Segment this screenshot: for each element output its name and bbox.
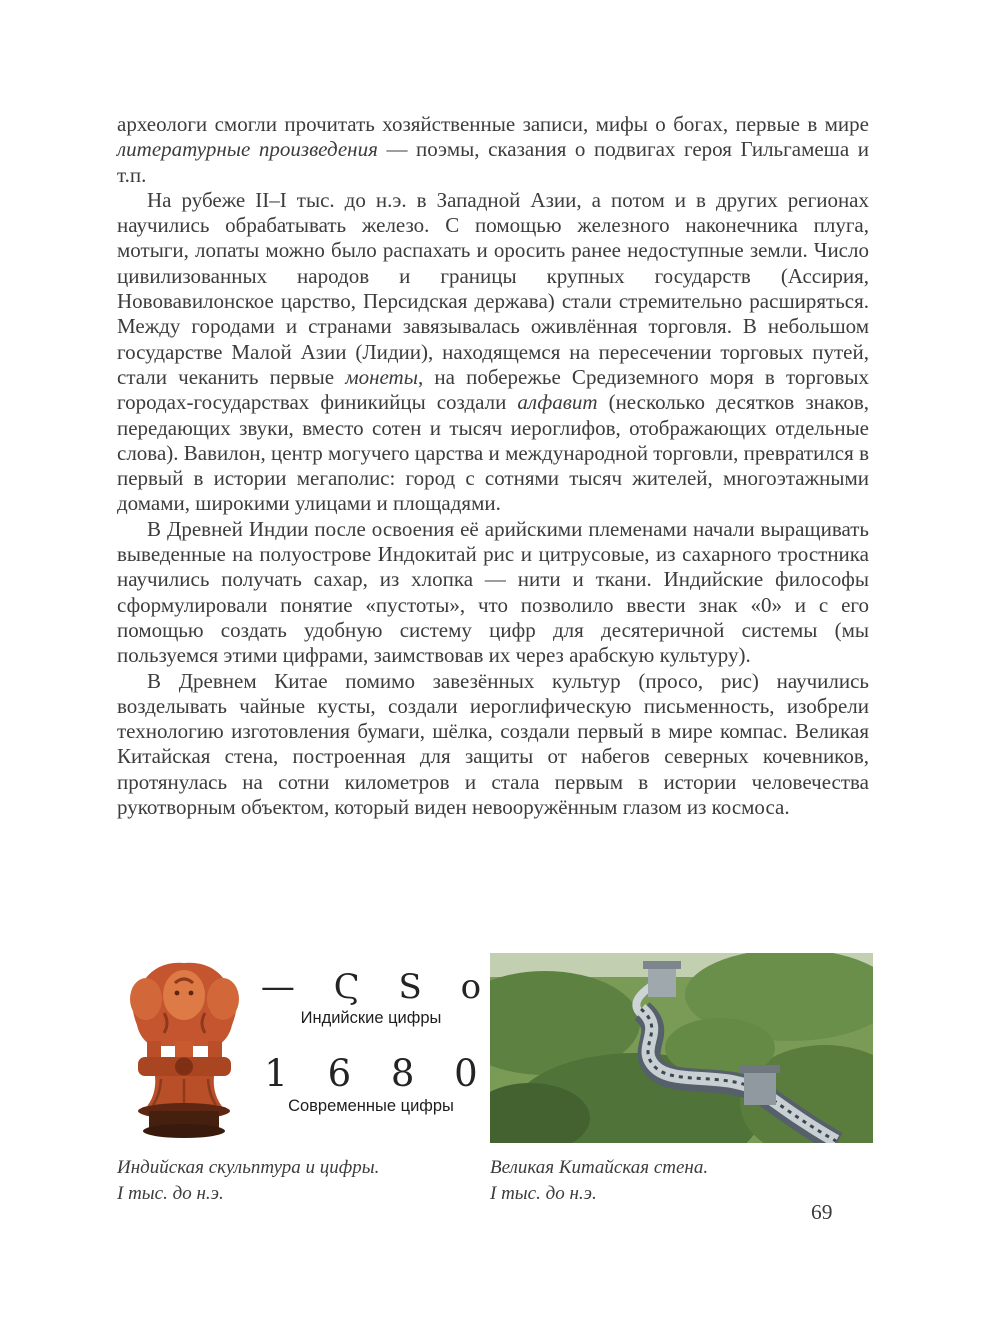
paragraph [117, 669, 869, 821]
emphasized-term: алфавит [517, 390, 598, 415]
captions-row [117, 1155, 873, 1207]
emphasized-term: литературные произведения [117, 137, 378, 162]
figure-indian-numerals [117, 953, 490, 1143]
text-run: (несколько десятков знаков, передающих звуки, вместо сотен и тысяч иероглифов, отображающих отдельные слова). Вавилон, центр могучего царства и международной торговли, превратился в первый в истории мегаполис: город с сотнями тысяч жителей, многоэтажными домами, широкими улицами и площадями. [117, 390, 870, 516]
text-run: , на побережье Средиземного моря в торговых городах-государствах финикийцы создали [117, 364, 870, 415]
text-run: На рубеже II–I тыс. до н.э. в Западной Азии, а потом и в других регионах научились обрабатывать железо. С помощью железного наконечника плуга, мотыги, лопаты можно было распахать и оросить ранее недоступные земли. Число цивилизованных народов и границы крупных государств (Ассирия, Нововавилонское царство, Персидская держава) стали стремительно расширяться. Между городами и странами завязывалась оживлённая торговля. В небольшом государстве Малой Азии (Лидии), находящемся на пересечении торговых путей, стали чеканить первые [117, 187, 869, 389]
paragraph [117, 517, 869, 669]
emphasized-term: монеты [345, 364, 418, 389]
ashoka-lion-capital-image [117, 953, 252, 1143]
text-run: — поэмы, сказания о подвигах героя Гильгамеша и т.п. [117, 137, 869, 187]
caption-left-line2: I тыс. до н.э. [117, 1183, 224, 1204]
page-number: 69 [811, 1200, 833, 1224]
text-run: В Древнем Китае помимо завезённых культур (просо, рис) научились возделывать чайные кусты, создали иероглифическую письменность, изобрели технологию изготовления бумаги, шёлка, создали первый в мире компас. Великая Китайская стена, построенная для защиты от набегов северных кочевников, протянулась на сотни километров и стала первым в истории человечества рукотворным объектом, который виден невооружённым глазом из космоса. [117, 668, 869, 820]
indian-digits-label: Индийские цифры [300, 1009, 442, 1027]
indian-digits: — Ϛ S o [260, 967, 482, 1007]
body-text [117, 112, 869, 820]
caption-right-line1: Великая Китайская стена. [490, 1157, 709, 1178]
modern-digits-label: Современные цифры [288, 1097, 454, 1115]
caption-left-line1: Индийская скульптура и цифры. [117, 1157, 380, 1178]
figure-great-wall-photo [490, 953, 873, 1143]
caption-right-line2: I тыс. до н.э. [490, 1183, 597, 1204]
caption-indian-sculpture [117, 1155, 490, 1207]
numerals-panel [252, 953, 490, 1116]
text-run: археологи смогли прочитать хозяйственные записи, мифы о богах, первые в мире [117, 112, 869, 136]
paragraph [117, 188, 869, 517]
figures-row [117, 953, 873, 1143]
modern-digits: 1 6 8 0 [264, 1052, 478, 1095]
paragraph [117, 112, 869, 188]
text-run: В Древней Индии после освоения её арийскими племенами начали выращивать выведенные на полуострове Индокитай рис и цитрусовые, из сахарного тростника научились получать сахар, из хлопка — нити и ткани. Индийские философы сформулировали понятие «пустоты», что позволило ввести знак «0» и с его помощью создать удобную систему цифр для десятеричной системы (мы пользуемся этими цифрами, заимствовав их через арабскую культуру). [117, 516, 869, 668]
